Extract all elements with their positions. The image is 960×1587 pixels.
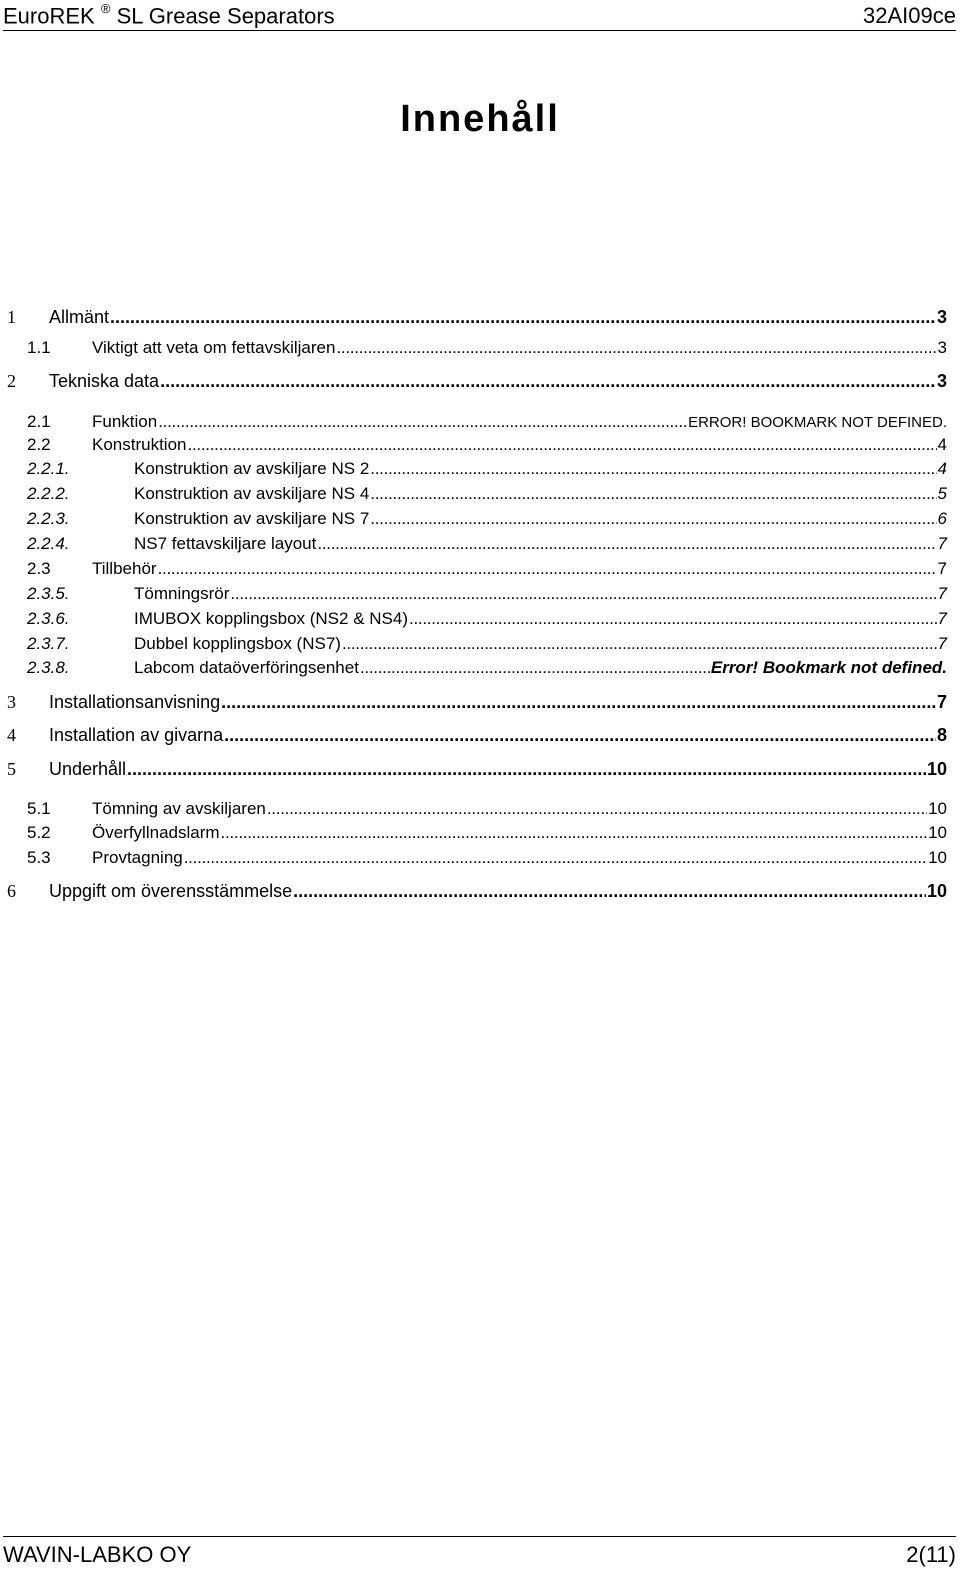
toc-dot-leader — [158, 410, 687, 434]
toc-dot-leader — [110, 305, 936, 329]
toc-entry[interactable] — [0, 433, 960, 457]
toc-entry-page: 7 — [937, 584, 947, 603]
toc-dot-leader — [360, 656, 710, 680]
toc-entry-number: 5.1 — [27, 799, 51, 818]
toc-title: Innehåll — [400, 98, 560, 140]
toc-entry-text: Tillbehör — [92, 559, 157, 578]
toc-entry-page: 10 — [928, 799, 947, 818]
toc-dot-leader — [370, 457, 936, 481]
toc-entry-page: 4 — [937, 435, 947, 454]
toc-entry-number: 2.2 — [27, 435, 51, 454]
toc-entry[interactable] — [0, 656, 960, 680]
toc-entry[interactable] — [0, 369, 960, 393]
toc-dot-leader — [184, 846, 927, 870]
page-header — [3, 0, 956, 31]
toc-dot-leader — [370, 482, 936, 506]
toc-entry-number: 3 — [7, 692, 16, 712]
toc-entry-page: 4 — [937, 459, 947, 478]
toc-entry-text: Installation av givarna — [49, 725, 224, 745]
toc-entry-page: 7 — [937, 634, 947, 653]
toc-entry-text: Konstruktion av avskiljare NS 7 — [134, 509, 370, 528]
toc-entry-number: 1 — [7, 307, 16, 327]
toc-entry-page: ERROR! BOOKMARK NOT DEFINED. — [688, 414, 947, 431]
toc-entry-page: 3 — [936, 371, 947, 391]
toc-entry-page: 8 — [936, 725, 947, 745]
toc-entry-line — [134, 482, 947, 506]
toc-entry-page: 3 — [937, 338, 947, 357]
toc-entry-text: Underhåll — [49, 759, 127, 779]
toc-dot-leader — [370, 507, 936, 531]
toc-entry-text: Dubbel kopplingsbox (NS7) — [134, 634, 341, 653]
toc-entry[interactable] — [0, 846, 960, 870]
toc-entry-text: Labcom dataöverföringsenhet — [134, 658, 359, 677]
toc-entry-line — [92, 433, 947, 457]
toc-entry-number: 6 — [7, 881, 16, 901]
toc-entry-page: 6 — [937, 509, 947, 528]
toc-entry-text: Uppgift om överensstämmelse — [49, 881, 293, 901]
toc-entry[interactable] — [0, 690, 960, 714]
toc-entry-number: 5 — [7, 759, 16, 779]
toc-entry-page: 7 — [937, 559, 947, 578]
toc-entry-line — [92, 410, 947, 435]
toc-dot-leader — [336, 336, 936, 360]
toc-dot-leader — [221, 821, 928, 845]
toc-entry[interactable] — [0, 582, 960, 606]
toc-entry-line — [134, 457, 947, 481]
toc-entry-line — [92, 336, 947, 360]
toc-entry-number: 2.3 — [27, 559, 51, 578]
toc-entry-line — [134, 582, 947, 606]
toc-entry-line — [134, 532, 947, 556]
toc-entry[interactable] — [0, 336, 960, 360]
toc-entry-number: 5.3 — [27, 848, 51, 867]
toc-entry-page: 10 — [928, 823, 947, 842]
toc-entry-page: 7 — [937, 609, 947, 628]
toc-entry-line — [49, 305, 947, 329]
toc-entry[interactable] — [0, 507, 960, 531]
toc-entry-number: 5.2 — [27, 823, 51, 842]
toc-entry-number: 1.1 — [27, 338, 51, 357]
toc-dot-leader — [317, 532, 936, 556]
toc-entry[interactable] — [0, 723, 960, 747]
toc-dot-leader — [224, 723, 936, 747]
toc-entry-number: 2.3.8. — [27, 658, 70, 677]
toc-dot-leader — [267, 797, 927, 821]
toc-entry[interactable] — [0, 305, 960, 329]
toc-entry-number: 2.3.5. — [27, 584, 70, 603]
toc-entry[interactable] — [0, 797, 960, 821]
toc-entry-page: 7 — [937, 534, 947, 553]
toc-entry-number: 2.3.6. — [27, 609, 70, 628]
toc-entry-line — [49, 723, 947, 747]
toc-entry-line — [92, 821, 947, 845]
toc-dot-leader — [160, 369, 936, 393]
header-brand: EuroREK — [3, 3, 95, 29]
toc-entry-number: 2 — [7, 371, 16, 391]
toc-entry[interactable] — [0, 557, 960, 581]
toc-entry-line — [134, 632, 947, 656]
toc-entry-number: 2.2.4. — [27, 534, 70, 553]
footer-company: WAVIN-LABKO OY — [3, 1542, 192, 1567]
toc-dot-leader — [230, 582, 936, 606]
toc-entry-page: Error! Bookmark not defined. — [710, 658, 947, 677]
toc-dot-leader — [127, 757, 926, 781]
toc-entry[interactable] — [0, 821, 960, 845]
toc-entry-line — [49, 757, 947, 781]
toc-entry[interactable] — [0, 632, 960, 656]
toc-dot-leader — [188, 433, 937, 457]
toc-entry-text: Konstruktion av avskiljare NS 4 — [134, 484, 370, 503]
toc-entry-number: 2.2.2. — [27, 484, 70, 503]
toc-entry-text: Tömningsrör — [134, 584, 230, 603]
toc-entry-line — [49, 690, 947, 714]
registered-mark: ® — [100, 1, 111, 16]
toc-entry-text: NS7 fettavskiljare layout — [134, 534, 317, 553]
toc-entry-number: 4 — [7, 725, 16, 745]
toc-entry[interactable] — [0, 607, 960, 631]
toc-entry-text: Viktigt att veta om fettavskiljaren — [92, 338, 336, 357]
toc-entry-line — [92, 846, 947, 870]
toc-entry-text: Konstruktion — [92, 435, 187, 454]
toc-entry-line — [134, 507, 947, 531]
toc-entry-text: Konstruktion av avskiljare NS 2 — [134, 459, 370, 478]
toc-entry-page: 5 — [937, 484, 947, 503]
toc-entry-line — [92, 557, 947, 581]
footer-page-indicator: 2(11) — [906, 1542, 956, 1567]
toc-entry-page: 10 — [928, 848, 947, 867]
toc-entry-line — [49, 369, 947, 393]
toc-entry-line — [92, 797, 947, 821]
header-title — [3, 3, 335, 29]
toc-entry-page: 10 — [926, 759, 947, 779]
toc-dot-leader — [221, 690, 936, 714]
toc-entry-number: 2.3.7. — [27, 634, 70, 653]
toc-entry[interactable] — [0, 532, 960, 556]
toc-entry-text: Allmänt — [49, 307, 110, 327]
toc-entry[interactable] — [0, 410, 960, 434]
toc-entry-line — [49, 879, 947, 903]
toc-entry-text: Tömning av avskiljaren — [92, 799, 266, 818]
toc-entry-text: Överfyllnadslarm — [92, 823, 220, 842]
toc-entry-page: 3 — [936, 307, 947, 327]
toc-entry-text: Funktion — [92, 412, 158, 431]
toc-entry[interactable] — [0, 482, 960, 506]
toc-entry[interactable] — [0, 457, 960, 481]
toc-entry-page: 7 — [936, 692, 947, 712]
toc-entry-line — [134, 607, 947, 631]
toc-dot-leader — [342, 632, 937, 656]
header-doc-code: 32AI09ce — [863, 3, 956, 28]
toc-dot-leader — [158, 557, 937, 581]
toc-entry[interactable] — [0, 757, 960, 781]
toc-dot-leader — [409, 607, 937, 631]
toc-entry-text: Tekniska data — [49, 371, 160, 391]
toc-entry-line — [134, 656, 947, 680]
header-product: SL Grease Separators — [116, 3, 335, 29]
toc-entry-number: 2.1 — [27, 412, 51, 431]
toc-entry-number: 2.2.1. — [27, 459, 70, 478]
toc-entry-text: Provtagning — [92, 848, 183, 867]
page-footer — [3, 1536, 956, 1571]
toc-entry-number: 2.2.3. — [27, 509, 70, 528]
toc-dot-leader — [293, 879, 926, 903]
toc-entry-page: 10 — [926, 881, 947, 901]
toc-entry-text: IMUBOX kopplingsbox (NS2 & NS4) — [134, 609, 408, 628]
toc-entry-text: Installationsanvisning — [49, 692, 221, 712]
toc-entry[interactable] — [0, 879, 960, 903]
